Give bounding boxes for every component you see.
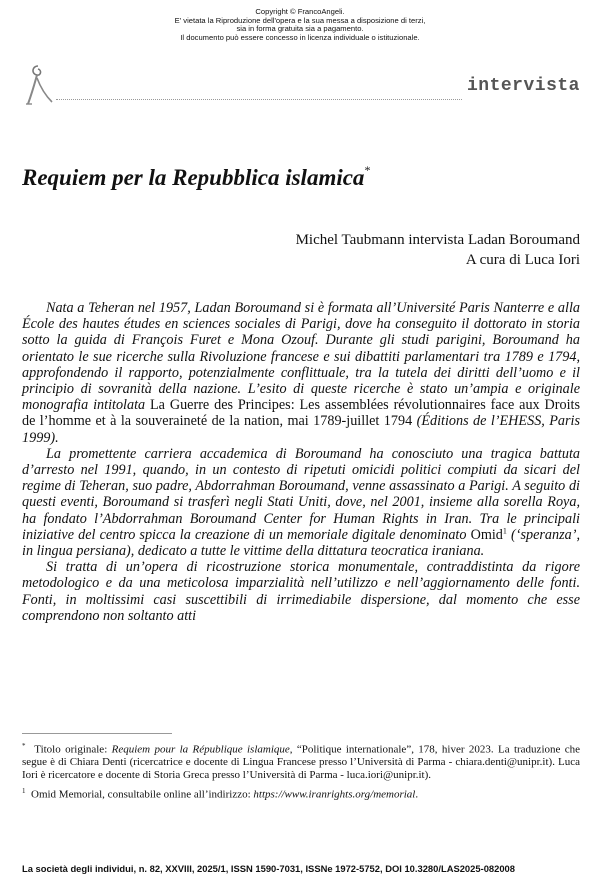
memorial-url[interactable]: https://www.iranrights.org/memorial [253, 788, 416, 801]
text-run: Omid Memorial, consultabile online all’indirizzo: [31, 788, 254, 801]
text-run: (Éditions de l’ [412, 413, 500, 430]
body-paragraph [22, 446, 580, 559]
section-label: intervista [466, 76, 580, 96]
original-title: Requiem pour la République islamique [111, 743, 290, 756]
curator: A cura di Luca Iori [465, 252, 580, 268]
article-title [22, 165, 370, 191]
text-run: , Paris 1999). [22, 413, 581, 446]
text-run: , “Politique internationale”, 178, hiver 2023. La traduzione che segue è di Chiara Denti (ricercatrice e docente di Lingua Francese presso l’Università di Parma - chiara.denti@unipr.it). Luca Iori è ricercatore e docente di Storia Greca presso l’Università di Parma - luca.iori@unipr.it). [22, 743, 581, 782]
article-body [22, 300, 580, 624]
body-paragraph: Si tratta di un’opera di ricostruzione storica monumentale, contraddistinta da rigore metodologico e da una meticolosa imparzialità nell’utilizzo e nell’aggiornamento delle fonti. Fonti, in moltissimi casi suscettibili di irrimediabile dispersione, dal momento che esse comprendono non soltanto atti [22, 559, 580, 624]
footnote-divider [22, 733, 172, 734]
text-run: Titolo originale: [34, 743, 112, 756]
footnote-2 [22, 785, 580, 801]
header-dotted-rule [56, 99, 462, 100]
stylized-figure-logo-icon [22, 62, 56, 108]
footnote-1 [22, 740, 580, 782]
article-title-text: Requiem per la Repubblica islamica [22, 165, 365, 190]
book-title: La Guerre des Principes: Les assemblées révolutionnaires face aux Droits de l’homme et à la souveraineté de la nation, mai 1789-juillet 1794 [22, 397, 580, 430]
footnotes [22, 740, 580, 805]
copyright-line: E' vietata la Riproduzione dell'opera e la sua messa a disposizione di terzi, [174, 15, 426, 25]
byline-block [296, 230, 580, 270]
text-run: La promettente carriera accademica di Boroumand ha conosciuto una tragica battuta d’arresto nel 1991, quando, in un contesto di ripetuti omicidi politici compiuti da sicari del regime di Teheran, suo padre, Abdorrahman Boroumand, venne assassinato a Parigi. A seguito di questi eventi, Boroumand si trasferì negli Stati Uniti, dove, nel 2001, insieme alla sorella Roya, ha fondato l’Abdorrahman Boroumand Center for Human Rights in Iran. Tra le principali iniziative del centro spicca la creazione di un memoriale digitale denominato [22, 445, 580, 543]
footnote-marker: 1 [22, 787, 26, 796]
text-run: Nata a Teheran nel 1957, Ladan Boroumand si è formata all’Université Paris Nanterre e alla École des hautes études en sciences sociales di Parigi, dove ha conseguito il dottorato in storia sotto la guida di François Furet e Mona Ozouf. Durante gli studi parigini, Boroumand ha orientato le sue ricerche sulla Rivoluzione francese e sui dibattiti parlamentari tra 1789 e 1794, approfondendo il rapporto, potenzialmente conflittuale, tra la tutela dei diritti dell’uomo e il principio di sovranità della nazione. L’esito di queste ricerche è stato un’ampia e originale monografia intitolata [22, 300, 580, 414]
section-header [22, 62, 580, 112]
copyright-line: sia in forma gratuita sia a pagamento. [236, 24, 364, 34]
copyright-line: Il documento può essere concesso in licenza individuale o istituzionale. [180, 32, 420, 42]
footnote-ref: 1 [502, 526, 507, 536]
byline: Michel Taubmann intervista Ladan Boroumand [295, 232, 580, 248]
copyright-line: Copyright © FrancoAngeli. [255, 7, 345, 16]
title-footnote-marker: * [364, 163, 371, 178]
copyright-notice [0, 8, 600, 42]
memorial-name: Omid [470, 526, 503, 543]
footnote-marker: * [22, 742, 26, 750]
journal-citation: La società degli individui, n. 82, XXVIII, 2025/1, ISSN 1590-7031, ISSNe 1972-5752, DOI 10.3280/LAS2025-082008 [22, 863, 515, 874]
text-run: . [415, 788, 419, 801]
text-run: (‘speranza’, in lingua persiana), dedicato a tutte le vittime della dittatura teocratica iraniana. [22, 526, 580, 560]
publisher-abbrev: EHESS [499, 413, 542, 430]
body-paragraph [22, 300, 580, 446]
